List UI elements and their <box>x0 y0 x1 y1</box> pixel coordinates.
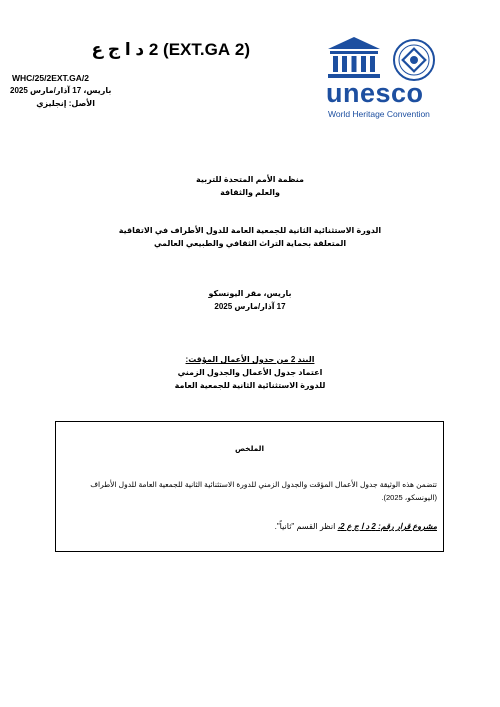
world-heritage-emblem-icon <box>392 38 436 82</box>
summary-title: الملخص <box>234 444 265 453</box>
agenda-item-label: البند 2 من جدول الأعمال المؤقت: <box>185 355 315 364</box>
draft-decision <box>66 522 437 531</box>
temple-icon <box>326 36 382 80</box>
summary-box <box>55 421 444 552</box>
organization-name: منظمة الأمم المتحدة للتربية والعلم والثقافة <box>196 175 304 197</box>
document-symbol: (2 EXT.GA) 2 د ا ج ع <box>91 40 250 59</box>
unesco-subtitle: World Heritage Convention <box>328 109 430 119</box>
session-title: الدورة الاستثنائية الثانية للجمعية العامة للدول الأطراف في الاتفاقية المتعلقة بحماية التراث الثقافي والطبيعي العالمي <box>118 226 382 248</box>
document-code: WHC/25/2EXT.GA/2 <box>12 73 89 83</box>
unesco-logo <box>326 36 444 122</box>
document-original-language: الأصل: إنجليزي <box>36 99 95 108</box>
draft-decision-label: مشروع قرار رقم: 2 د ا ج ع 2، <box>337 522 437 531</box>
meeting-place-date: باريس، مقر اليونسكو 17 آذار/مارس 2025 <box>208 289 292 311</box>
document-date: باريس، 17 آذار/مارس 2025 <box>10 86 112 95</box>
summary-text: تتضمن هذه الوثيقة جدول الأعمال المؤقت والجدول الزمني للدورة الاستثنائية الثانية للجمعية العامة للدول الأطراف (اليونسكو، 2025). <box>90 480 437 502</box>
unesco-wordmark: unesco <box>326 78 424 108</box>
agenda-item: البند 2 من جدول الأعمال المؤقت: اعتماد جدول الأعمال والجدول الزمني للدورة الاستثنائية الثانية للجمعية العامة <box>60 353 440 392</box>
draft-decision-reference: انظر القسم "ثانياً". <box>274 522 338 531</box>
